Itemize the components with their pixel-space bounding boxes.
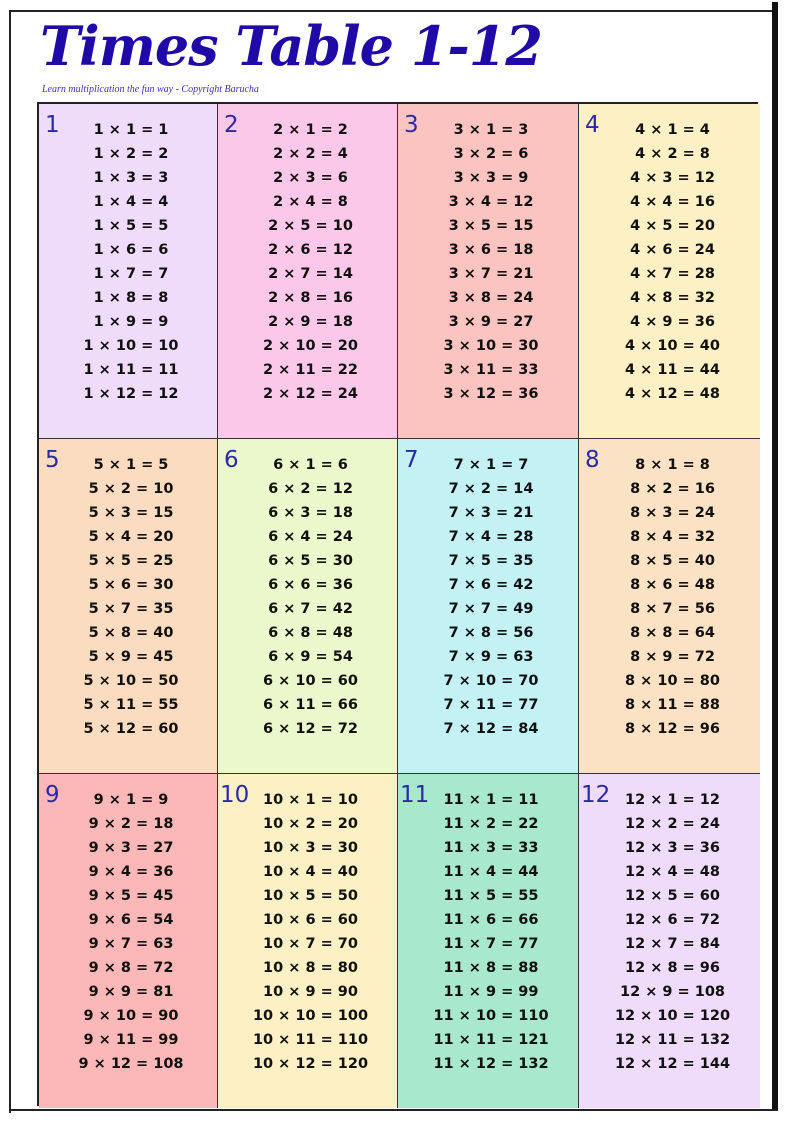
page-subtitle: Learn multiplication the fun way - Copyright Barucha — [42, 84, 259, 95]
multiplication-fact: 6 × 8 = 48 — [268, 625, 353, 641]
multiplication-fact: 8 × 5 = 40 — [630, 553, 715, 569]
multiplication-fact: 2 × 10 = 20 — [263, 338, 358, 354]
multiplication-fact: 3 × 2 = 6 — [453, 146, 529, 162]
table-cell-3 — [398, 104, 579, 439]
page-border-right — [772, 2, 778, 1110]
table-number: 10 — [220, 782, 250, 808]
multiplication-fact: 1 × 3 = 3 — [93, 170, 169, 186]
fact-list — [579, 118, 760, 406]
multiplication-fact: 3 × 1 = 3 — [453, 122, 529, 138]
multiplication-fact: 1 × 2 = 2 — [93, 146, 169, 162]
multiplication-fact: 11 × 11 = 121 — [433, 1032, 549, 1048]
multiplication-fact: 2 × 11 = 22 — [263, 362, 358, 378]
multiplication-fact: 2 × 9 = 18 — [268, 314, 353, 330]
multiplication-fact: 3 × 8 = 24 — [448, 290, 534, 306]
table-number: 5 — [45, 447, 60, 473]
multiplication-fact: 6 × 6 = 36 — [268, 577, 353, 593]
multiplication-fact: 10 × 3 = 30 — [263, 840, 358, 856]
multiplication-fact: 11 × 3 = 33 — [443, 840, 539, 856]
table-number: 7 — [404, 447, 419, 473]
multiplication-fact: 9 × 12 = 108 — [78, 1056, 184, 1072]
fact-list — [39, 788, 217, 1076]
multiplication-fact: 12 × 11 = 132 — [614, 1032, 731, 1048]
multiplication-fact: 6 × 11 = 66 — [263, 697, 358, 713]
table-number: 6 — [224, 447, 239, 473]
multiplication-fact: 12 × 3 = 36 — [625, 840, 720, 856]
multiplication-fact: 11 × 1 = 11 — [443, 792, 539, 808]
multiplication-fact: 12 × 4 = 48 — [625, 864, 720, 880]
multiplication-fact: 11 × 10 = 110 — [433, 1008, 549, 1024]
multiplication-fact: 1 × 1 = 1 — [93, 122, 169, 138]
multiplication-fact: 6 × 10 = 60 — [263, 673, 358, 689]
table-number: 9 — [45, 782, 60, 808]
multiplication-fact: 8 × 3 = 24 — [630, 505, 715, 521]
multiplication-fact: 10 × 11 = 110 — [252, 1032, 369, 1048]
multiplication-fact: 2 × 8 = 16 — [268, 290, 353, 306]
multiplication-fact: 10 × 4 = 40 — [263, 864, 358, 880]
page-border-left — [9, 10, 11, 1113]
multiplication-fact: 2 × 3 = 6 — [273, 170, 348, 186]
fact-list — [218, 453, 397, 741]
table-cell-10 — [218, 774, 398, 1108]
multiplication-fact: 7 × 4 = 28 — [448, 529, 534, 545]
multiplication-fact: 12 × 10 = 120 — [614, 1008, 731, 1024]
multiplication-fact: 9 × 4 = 36 — [88, 864, 174, 880]
multiplication-fact: 10 × 7 = 70 — [263, 936, 358, 952]
multiplication-fact: 9 × 3 = 27 — [88, 840, 174, 856]
table-cell-8 — [579, 439, 760, 774]
multiplication-fact: 8 × 1 = 8 — [635, 457, 710, 473]
multiplication-fact: 11 × 6 = 66 — [443, 912, 539, 928]
multiplication-fact: 2 × 1 = 2 — [273, 122, 348, 138]
fact-list — [218, 118, 397, 406]
multiplication-fact: 5 × 10 = 50 — [83, 673, 179, 689]
multiplication-fact: 7 × 5 = 35 — [448, 553, 534, 569]
multiplication-fact: 7 × 2 = 14 — [448, 481, 534, 497]
multiplication-fact: 8 × 7 = 56 — [630, 601, 715, 617]
multiplication-fact: 4 × 5 = 20 — [630, 218, 715, 234]
fact-list — [39, 453, 217, 741]
multiplication-fact: 7 × 8 = 56 — [448, 625, 534, 641]
table-cell-4 — [579, 104, 760, 439]
multiplication-fact: 10 × 2 = 20 — [263, 816, 358, 832]
multiplication-fact: 9 × 2 = 18 — [88, 816, 174, 832]
multiplication-fact: 7 × 6 = 42 — [448, 577, 534, 593]
multiplication-fact: 10 × 9 = 90 — [263, 984, 358, 1000]
fact-list — [218, 788, 397, 1076]
table-number: 11 — [400, 782, 430, 808]
multiplication-fact: 3 × 4 = 12 — [448, 194, 534, 210]
multiplication-fact: 7 × 10 = 70 — [443, 673, 539, 689]
table-cell-7 — [398, 439, 579, 774]
multiplication-fact: 3 × 5 = 15 — [448, 218, 534, 234]
multiplication-fact: 3 × 9 = 27 — [448, 314, 534, 330]
multiplication-fact: 11 × 5 = 55 — [443, 888, 539, 904]
multiplication-fact: 5 × 2 = 10 — [88, 481, 174, 497]
table-cell-6 — [218, 439, 398, 774]
multiplication-fact: 8 × 6 = 48 — [630, 577, 715, 593]
multiplication-fact: 9 × 8 = 72 — [88, 960, 174, 976]
multiplication-fact: 4 × 7 = 28 — [630, 266, 715, 282]
table-cell-11 — [398, 774, 579, 1108]
multiplication-fact: 5 × 4 = 20 — [88, 529, 174, 545]
multiplication-fact: 9 × 5 = 45 — [88, 888, 174, 904]
table-cell-2 — [218, 104, 398, 439]
table-number: 1 — [45, 112, 60, 138]
multiplication-fact: 2 × 6 = 12 — [268, 242, 353, 258]
multiplication-fact: 6 × 12 = 72 — [263, 721, 358, 737]
multiplication-fact: 1 × 6 = 6 — [93, 242, 169, 258]
multiplication-fact: 7 × 12 = 84 — [443, 721, 539, 737]
table-cell-12 — [579, 774, 760, 1108]
multiplication-fact: 1 × 4 = 4 — [93, 194, 169, 210]
multiplication-fact: 10 × 6 = 60 — [263, 912, 358, 928]
multiplication-fact: 5 × 12 = 60 — [83, 721, 179, 737]
multiplication-fact: 4 × 8 = 32 — [630, 290, 715, 306]
multiplication-fact: 6 × 7 = 42 — [268, 601, 353, 617]
page-border-top — [9, 10, 775, 12]
multiplication-fact: 2 × 12 = 24 — [263, 386, 358, 402]
multiplication-fact: 8 × 12 = 96 — [625, 721, 720, 737]
multiplication-fact: 4 × 6 = 24 — [630, 242, 715, 258]
multiplication-fact: 1 × 10 = 10 — [83, 338, 179, 354]
multiplication-fact: 5 × 9 = 45 — [88, 649, 174, 665]
multiplication-fact: 9 × 10 = 90 — [83, 1008, 179, 1024]
multiplication-fact: 9 × 1 = 9 — [93, 792, 169, 808]
multiplication-fact: 6 × 5 = 30 — [268, 553, 353, 569]
multiplication-fact: 3 × 11 = 33 — [443, 362, 539, 378]
multiplication-fact: 5 × 6 = 30 — [88, 577, 174, 593]
fact-list — [579, 788, 760, 1076]
multiplication-fact: 1 × 7 = 7 — [93, 266, 169, 282]
multiplication-fact: 5 × 11 = 55 — [83, 697, 179, 713]
multiplication-fact: 6 × 4 = 24 — [268, 529, 353, 545]
multiplication-fact: 10 × 8 = 80 — [263, 960, 358, 976]
multiplication-fact: 6 × 3 = 18 — [268, 505, 353, 521]
fact-list — [398, 788, 578, 1076]
multiplication-fact: 11 × 8 = 88 — [443, 960, 539, 976]
table-cell-9 — [39, 774, 218, 1108]
multiplication-fact: 9 × 11 = 99 — [83, 1032, 179, 1048]
table-number: 12 — [581, 782, 611, 808]
multiplication-fact: 6 × 1 = 6 — [273, 457, 348, 473]
multiplication-fact: 11 × 7 = 77 — [443, 936, 539, 952]
page-border-bottom — [9, 1109, 778, 1111]
multiplication-fact: 2 × 5 = 10 — [268, 218, 353, 234]
multiplication-fact: 12 × 8 = 96 — [625, 960, 720, 976]
multiplication-fact: 3 × 6 = 18 — [448, 242, 534, 258]
times-table-grid — [37, 102, 758, 1106]
multiplication-fact: 12 × 2 = 24 — [625, 816, 720, 832]
multiplication-fact: 4 × 11 = 44 — [625, 362, 720, 378]
multiplication-fact: 11 × 2 = 22 — [443, 816, 539, 832]
multiplication-fact: 9 × 6 = 54 — [88, 912, 174, 928]
multiplication-fact: 6 × 9 = 54 — [268, 649, 353, 665]
multiplication-fact: 11 × 12 = 132 — [433, 1056, 549, 1072]
multiplication-fact: 7 × 9 = 63 — [448, 649, 534, 665]
multiplication-fact: 5 × 1 = 5 — [93, 457, 169, 473]
multiplication-fact: 6 × 2 = 12 — [268, 481, 353, 497]
multiplication-fact: 3 × 3 = 9 — [453, 170, 529, 186]
multiplication-fact: 4 × 2 = 8 — [635, 146, 710, 162]
multiplication-fact: 5 × 8 = 40 — [88, 625, 174, 641]
multiplication-fact: 7 × 3 = 21 — [448, 505, 534, 521]
multiplication-fact: 4 × 1 = 4 — [635, 122, 710, 138]
multiplication-fact: 11 × 4 = 44 — [443, 864, 539, 880]
multiplication-fact: 8 × 10 = 80 — [625, 673, 720, 689]
multiplication-fact: 3 × 12 = 36 — [443, 386, 539, 402]
multiplication-fact: 12 × 7 = 84 — [625, 936, 720, 952]
multiplication-fact: 1 × 11 = 11 — [83, 362, 179, 378]
multiplication-fact: 8 × 9 = 72 — [630, 649, 715, 665]
table-number: 8 — [585, 447, 600, 473]
multiplication-fact: 7 × 1 = 7 — [453, 457, 529, 473]
multiplication-fact: 1 × 8 = 8 — [93, 290, 169, 306]
multiplication-fact: 11 × 9 = 99 — [443, 984, 539, 1000]
multiplication-fact: 8 × 4 = 32 — [630, 529, 715, 545]
multiplication-fact: 1 × 5 = 5 — [93, 218, 169, 234]
multiplication-fact: 9 × 9 = 81 — [88, 984, 174, 1000]
multiplication-fact: 1 × 12 = 12 — [83, 386, 179, 402]
multiplication-fact: 7 × 7 = 49 — [448, 601, 534, 617]
fact-list — [398, 453, 578, 741]
multiplication-fact: 4 × 3 = 12 — [630, 170, 715, 186]
multiplication-fact: 10 × 5 = 50 — [263, 888, 358, 904]
multiplication-fact: 4 × 4 = 16 — [630, 194, 715, 210]
multiplication-fact: 1 × 9 = 9 — [93, 314, 169, 330]
fact-list — [39, 118, 217, 406]
multiplication-fact: 4 × 9 = 36 — [630, 314, 715, 330]
multiplication-fact: 8 × 2 = 16 — [630, 481, 715, 497]
multiplication-fact: 5 × 3 = 15 — [88, 505, 174, 521]
multiplication-fact: 10 × 1 = 10 — [263, 792, 358, 808]
multiplication-fact: 10 × 10 = 100 — [252, 1008, 369, 1024]
multiplication-fact: 5 × 7 = 35 — [88, 601, 174, 617]
multiplication-fact: 7 × 11 = 77 — [443, 697, 539, 713]
multiplication-fact: 12 × 9 = 108 — [619, 984, 726, 1000]
fact-list — [398, 118, 578, 406]
multiplication-fact: 3 × 10 = 30 — [443, 338, 539, 354]
multiplication-fact: 5 × 5 = 25 — [88, 553, 174, 569]
multiplication-fact: 8 × 8 = 64 — [630, 625, 715, 641]
multiplication-fact: 4 × 12 = 48 — [625, 386, 720, 402]
table-number: 4 — [585, 112, 600, 138]
table-number: 3 — [404, 112, 419, 138]
table-cell-5 — [39, 439, 218, 774]
table-number: 2 — [224, 112, 239, 138]
multiplication-fact: 3 × 7 = 21 — [448, 266, 534, 282]
table-cell-1 — [39, 104, 218, 439]
multiplication-fact: 12 × 6 = 72 — [625, 912, 720, 928]
multiplication-fact: 12 × 5 = 60 — [625, 888, 720, 904]
multiplication-fact: 2 × 2 = 4 — [273, 146, 348, 162]
fact-list — [579, 453, 760, 741]
multiplication-fact: 9 × 7 = 63 — [88, 936, 174, 952]
multiplication-fact: 2 × 7 = 14 — [268, 266, 353, 282]
multiplication-fact: 10 × 12 = 120 — [252, 1056, 369, 1072]
page-title: Times Table 1-12 — [40, 14, 542, 78]
multiplication-fact: 12 × 12 = 144 — [614, 1056, 731, 1072]
multiplication-fact: 8 × 11 = 88 — [625, 697, 720, 713]
multiplication-fact: 2 × 4 = 8 — [273, 194, 348, 210]
multiplication-fact: 12 × 1 = 12 — [625, 792, 720, 808]
multiplication-fact: 4 × 10 = 40 — [625, 338, 720, 354]
